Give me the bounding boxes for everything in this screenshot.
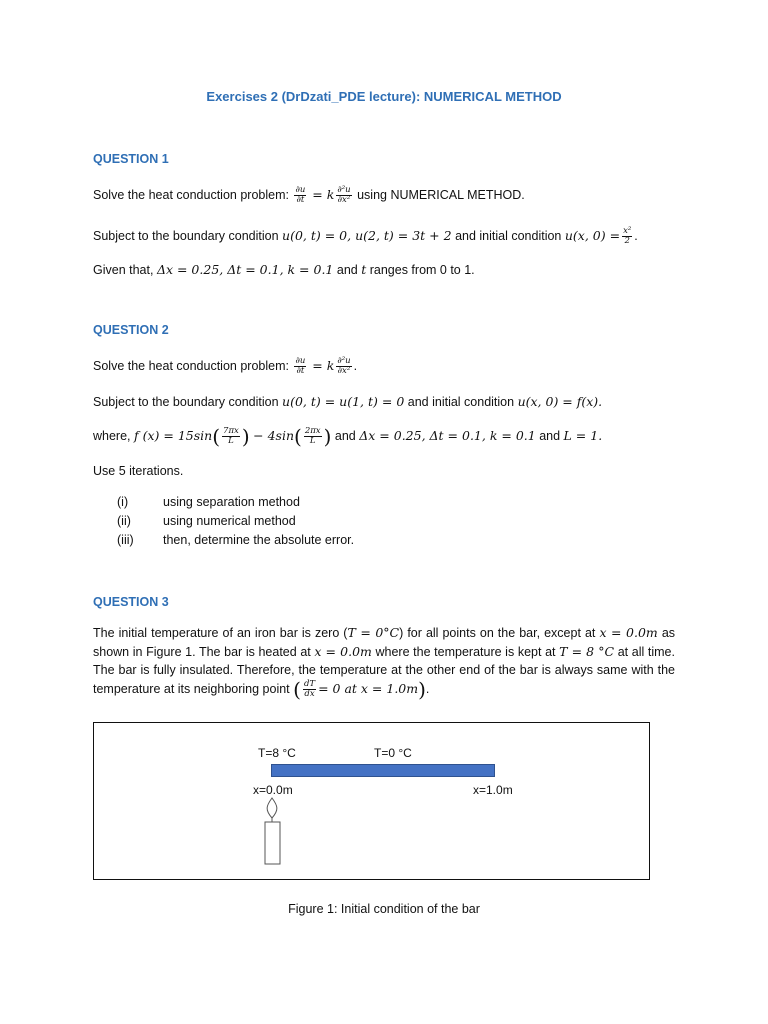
q2-line-2: Subject to the boundary condition u(0, t) = u(1, t) = 0 and initial condition u(x, 0) = f(x). <box>93 394 603 409</box>
label-left-position: x=0.0m <box>253 783 293 797</box>
q2-line-4: Use 5 iterations. <box>93 464 184 478</box>
q1-line-1: Solve the heat conduction problem: $\frac{\partial u}{\partial t}$ = k $\frac{\text{∂²u}}{\text{∂x²}}$ using NUMERICAL METHOD. <box>93 185 525 205</box>
list-item-number: (i) <box>117 495 129 509</box>
iron-bar <box>271 764 495 777</box>
list-item: using numerical method <box>163 514 296 528</box>
q2-line-1: Solve the heat conduction problem: $\frac{\partial u}{\partial t}$ = k $\frac{\text{∂²u}}{\text{∂x²}}$ . <box>93 356 358 376</box>
figure-caption: Figure 1: Initial condition of the bar <box>288 902 480 916</box>
label-right-position: x=1.0m <box>473 783 513 797</box>
figure-frame <box>93 722 650 880</box>
question-3-heading: QUESTION 3 <box>93 595 169 609</box>
question-1-heading: QUESTION 1 <box>93 152 169 166</box>
label-right-temperature: T=0 °C <box>374 746 412 760</box>
question-2-heading: QUESTION 2 <box>93 323 169 337</box>
q3-paragraph: The initial temperature of an iron bar is zero (T = 0°C) for all points on the bar, except at x = 0.0m as shown in Figure 1. The bar is heated at x = 0.0m where the temperature is kept at T = 8 °C at all time. The bar is fully insulated. Therefore, the temperature at the other end of the bar is always same with the temperature at its neighboring point ( $\frac{dT}{dx}$ = 0 at x = 1.0m). <box>93 625 676 701</box>
du-dt-fraction: $\frac{\partial u}{\partial t}$ <box>295 185 306 205</box>
q2-line-3: where, f (x) = 15sin( $\frac{7\pi x}{L}$ ) − 4sin( $\frac{2\pi x}{L}$ ) and Δx = 0.25, Δt = 0.1, k = 0.1 and L = 1. <box>93 424 603 449</box>
x2-over-2-fraction: $\frac{\text{x²}}{2}$ <box>623 226 632 246</box>
label-left-temperature: T=8 °C <box>258 746 296 760</box>
q1-line-3: Given that, Δx = 0.25, Δt = 0.1, k = 0.1 and t ranges from 0 to 1. <box>93 262 475 277</box>
d2u-dx2-fraction: $\frac{\text{∂²u}}{\text{∂x²}}$ <box>337 185 351 205</box>
q1-line-2: Subject to the boundary condition u(0, t) = 0, u(2, t) = 3t + 2 and initial condition u(x, 0) = $\frac{\text{x²}}{2}$ . <box>93 226 638 246</box>
list-item-number: (ii) <box>117 514 131 528</box>
list-item-number: (iii) <box>117 533 134 547</box>
list-item: using separation method <box>163 495 300 509</box>
page-title: Exercises 2 (DrDzati_PDE lecture): NUMERICAL METHOD <box>206 89 562 104</box>
candle-icon <box>254 796 294 868</box>
list-item: then, determine the absolute error. <box>163 533 355 547</box>
